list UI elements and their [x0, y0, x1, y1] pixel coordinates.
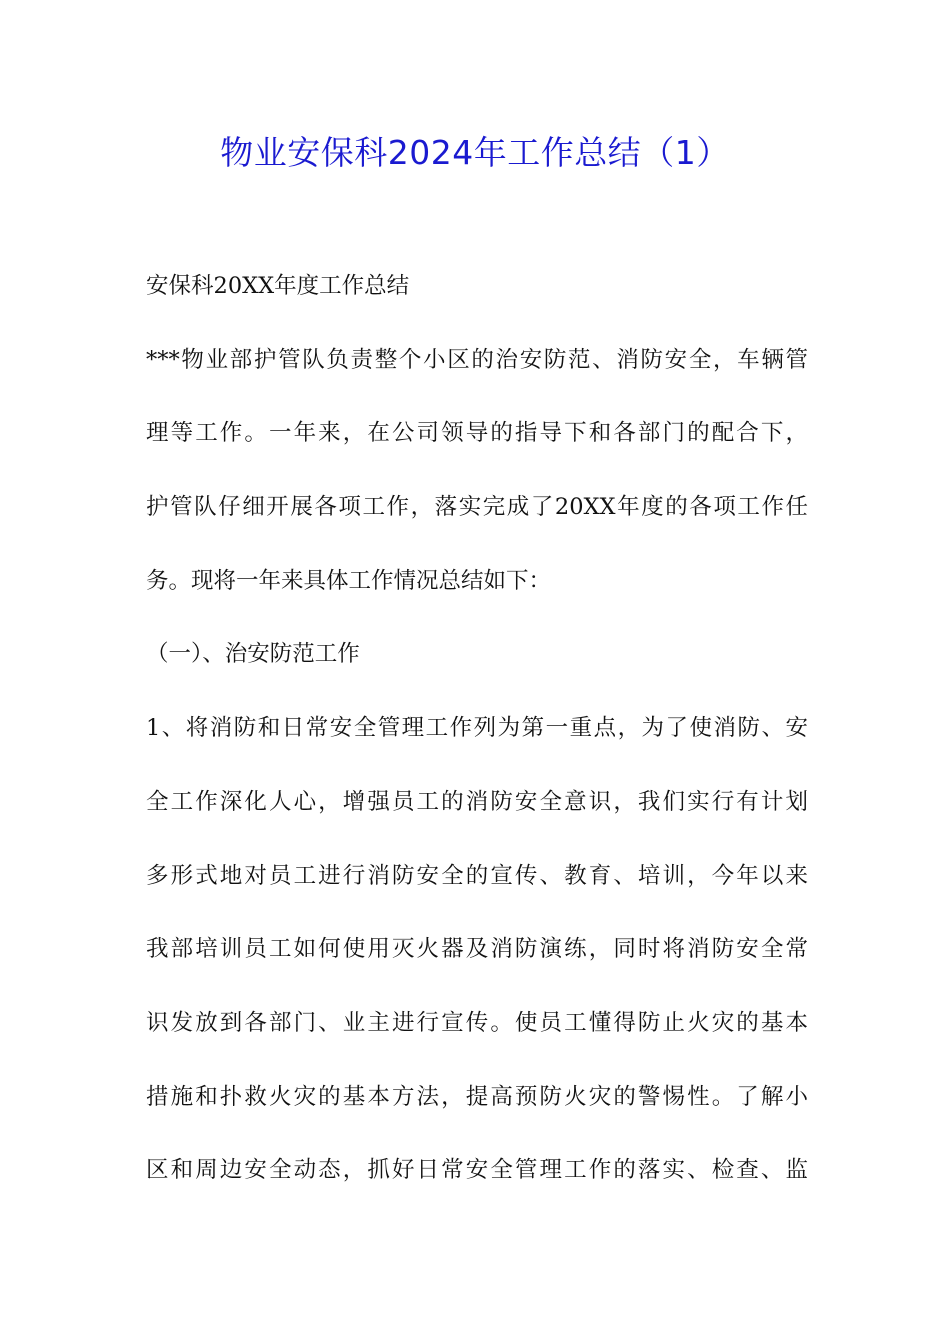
paragraph-line: ***物业部护管队负责整个小区的治安防范、消防安全，车辆管 — [146, 346, 808, 373]
paragraph-line: 理等工作。一年来，在公司领导的指导下和各部门的配合下， — [146, 420, 808, 447]
paragraph-line: 我部培训员工如何使用灭火器及消防演练，同时将消防安全常 — [146, 936, 808, 963]
paragraph-line: 多形式地对员工进行消防安全的宣传、教育、培训，今年以来 — [146, 862, 808, 889]
document-body — [146, 264, 808, 1222]
document-title: 物业安保科2024年工作总结（1） — [220, 133, 730, 172]
paragraph-line: 1、将消防和日常安全管理工作列为第一重点，为了使消防、安 — [146, 715, 808, 742]
paragraph-line: 安保科20XX年度工作总结 — [146, 273, 410, 299]
paragraph-line: 区和周边安全动态，抓好日常安全管理工作的落实、检查、监 — [146, 1157, 808, 1184]
paragraph-line: 护管队仔细开展各项工作，落实完成了20XX年度的各项工作任 — [146, 494, 808, 521]
paragraph-line: 务。现将一年来具体工作情况总结如下： — [146, 567, 552, 594]
paragraph-line: 识发放到各部门、业主进行宣传。使员工懂得防止火灾的基本 — [146, 1009, 808, 1036]
paragraph-line: 措施和扑救火灾的基本方法，提高预防火灾的警惕性。了解小 — [146, 1083, 808, 1110]
paragraph-line: 全工作深化人心，增强员工的消防安全意识，我们实行有计划 — [146, 788, 808, 815]
section-heading: （一）、治安防范工作 — [146, 641, 360, 668]
